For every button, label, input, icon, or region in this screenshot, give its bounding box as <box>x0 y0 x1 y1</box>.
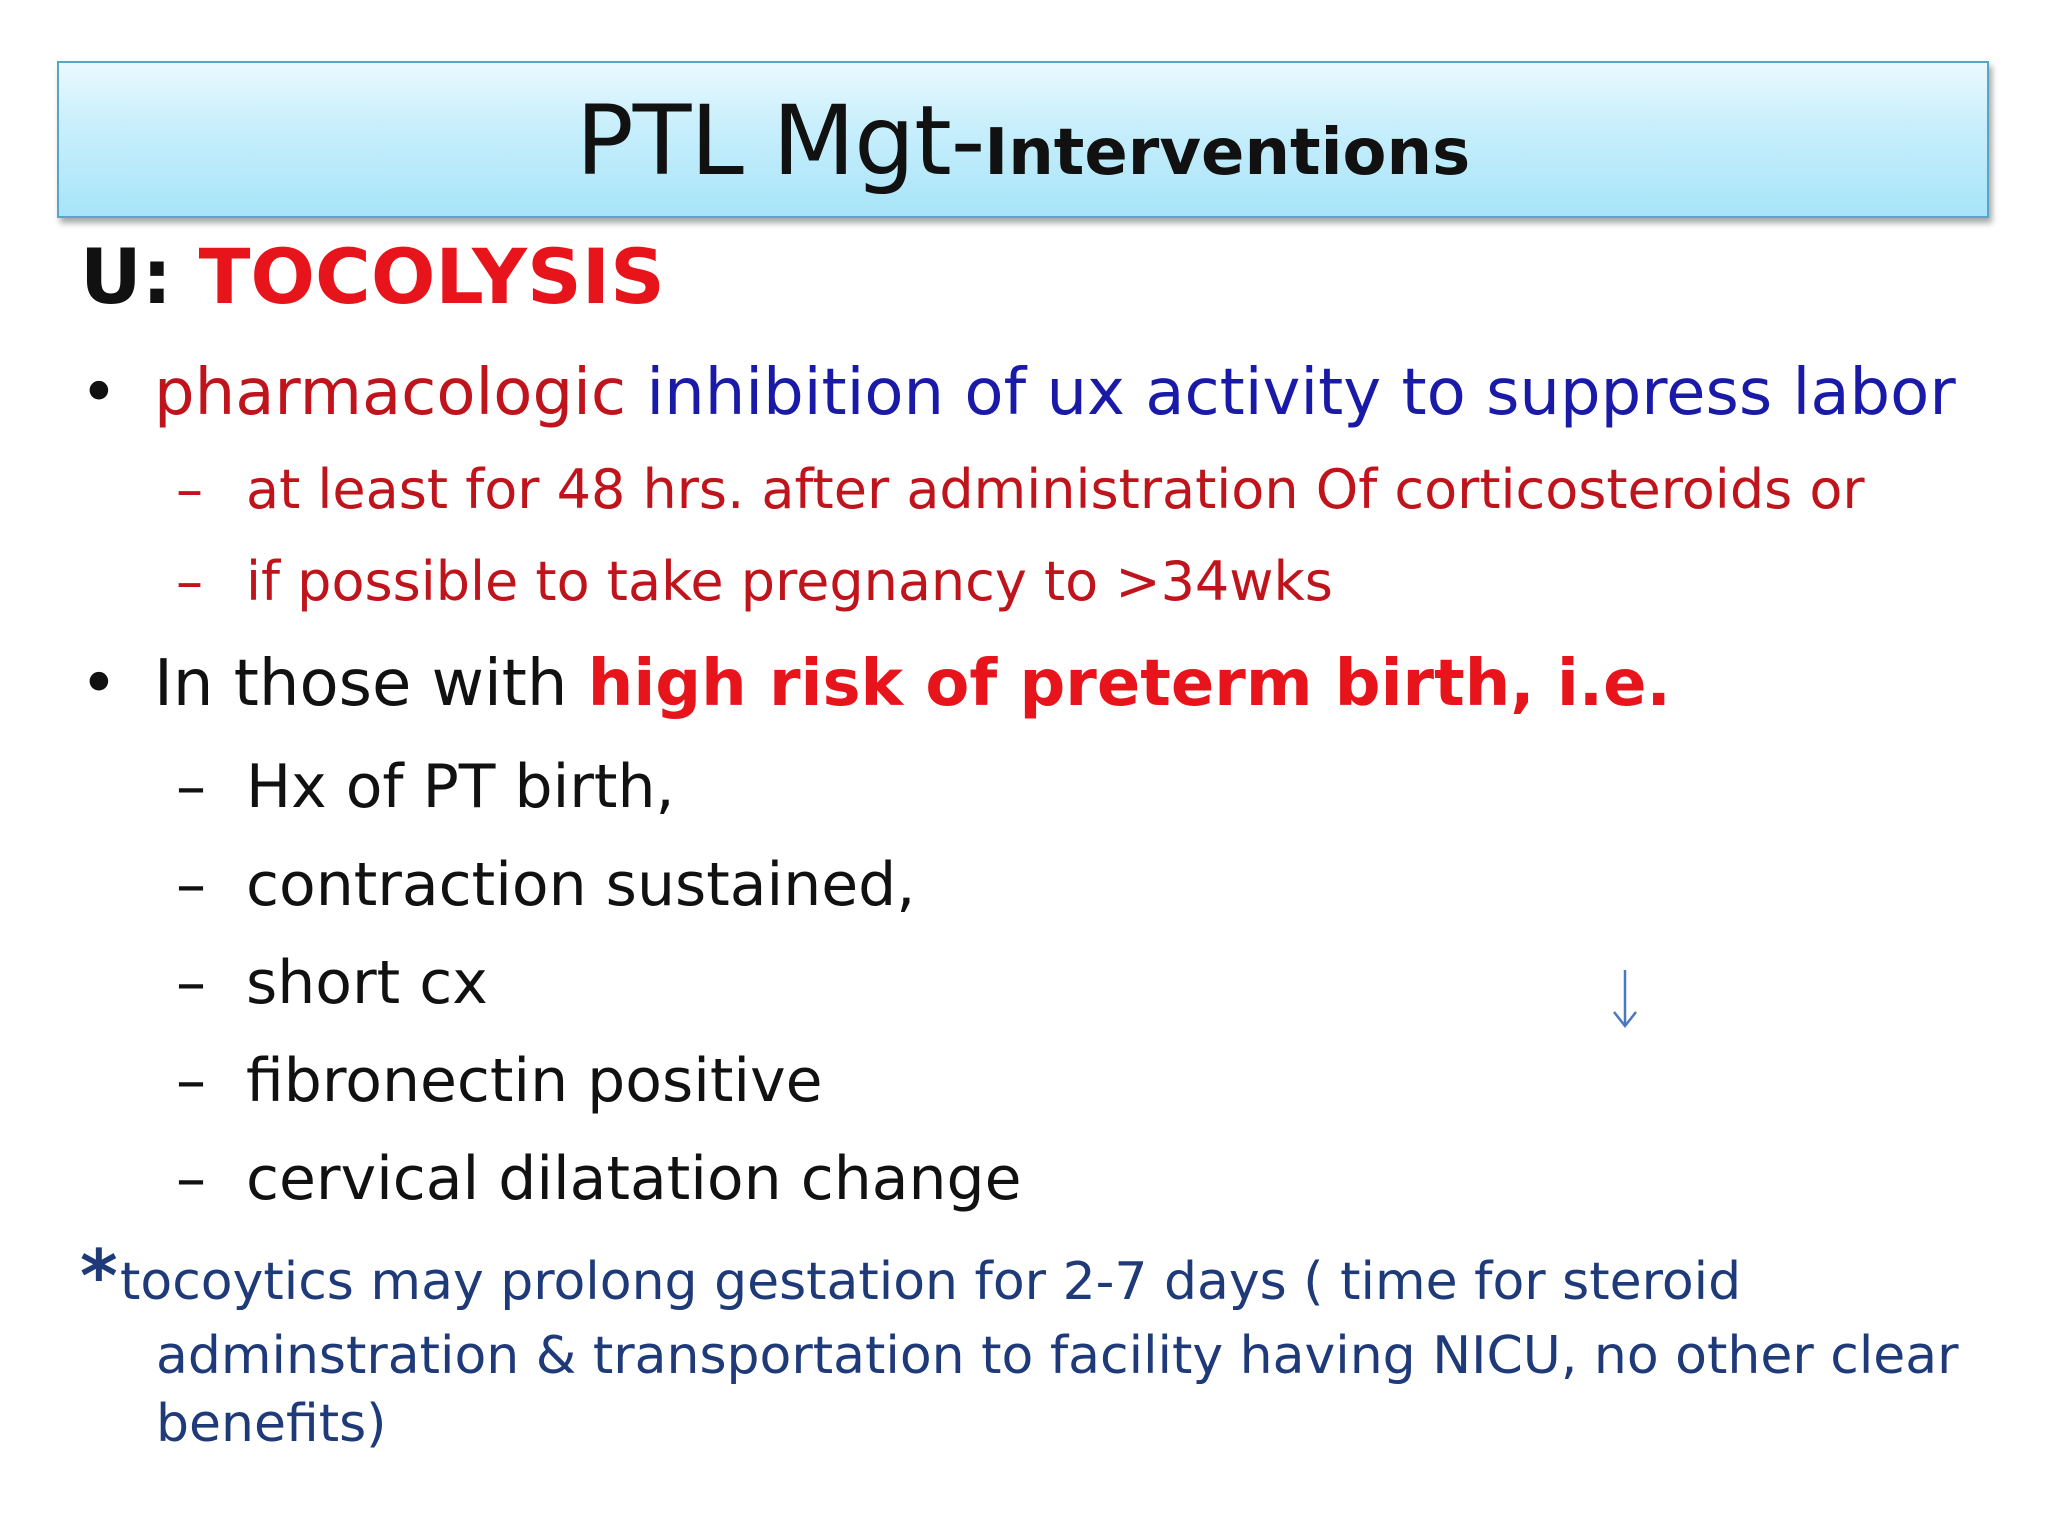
sub-item-dash: – <box>176 752 206 822</box>
sub-item-dash: – <box>176 458 203 521</box>
bullet-1-part-1: pharmacologic <box>154 356 647 430</box>
title-main: PTL Mgt- <box>575 85 985 197</box>
sub-item-text: contraction sustained, <box>246 850 916 920</box>
sub-item-text: short cx <box>246 948 488 1018</box>
sub-item-text: fibronectin positive <box>246 1046 823 1116</box>
sub-item-dash: – <box>176 550 203 613</box>
down-arrow-icon <box>1610 968 1640 1030</box>
bullet-1-part-2: inhibition of ux activity to suppress labor <box>646 356 1956 430</box>
sub-item-dash: – <box>176 1046 206 1116</box>
bullet-symbol: • <box>80 356 118 430</box>
sub-item-dash: – <box>176 948 206 1018</box>
bullet-symbol: • <box>80 647 118 721</box>
footnote-line-3: benefits) <box>156 1394 387 1454</box>
footnote-line-1: tocoytics may prolong gestation for 2-7 days ( time for steroid <box>120 1252 1742 1312</box>
bullet-2-part-2: high risk of preterm birth, i.e. <box>587 647 1671 721</box>
sub-item-text: if possible to take pregnancy to >34wks <box>246 550 1333 613</box>
sub-item-dash: – <box>176 850 206 920</box>
sub-item-text: at least for 48 hrs. after administration Of corticosteroids or <box>246 458 1865 521</box>
heading-keyword: TOCOLYSIS <box>198 232 665 321</box>
heading-colon: : <box>141 232 173 321</box>
title-banner <box>57 61 1989 218</box>
heading-prefix: U <box>80 232 142 321</box>
footnote-line-2: adminstration & transportation to facility having NICU, no other clear <box>156 1326 1959 1386</box>
section-heading <box>80 232 665 321</box>
bullet-2-part-1: In those with <box>154 647 588 721</box>
sub-item-text: Hx of PT birth, <box>246 752 675 822</box>
sub-item-dash: – <box>176 1144 206 1214</box>
footnote-asterisk: * <box>80 1234 118 1318</box>
slide-title <box>59 85 1987 197</box>
title-sub: Interventions <box>984 116 1471 190</box>
sub-item-text: cervical dilatation change <box>246 1144 1022 1214</box>
